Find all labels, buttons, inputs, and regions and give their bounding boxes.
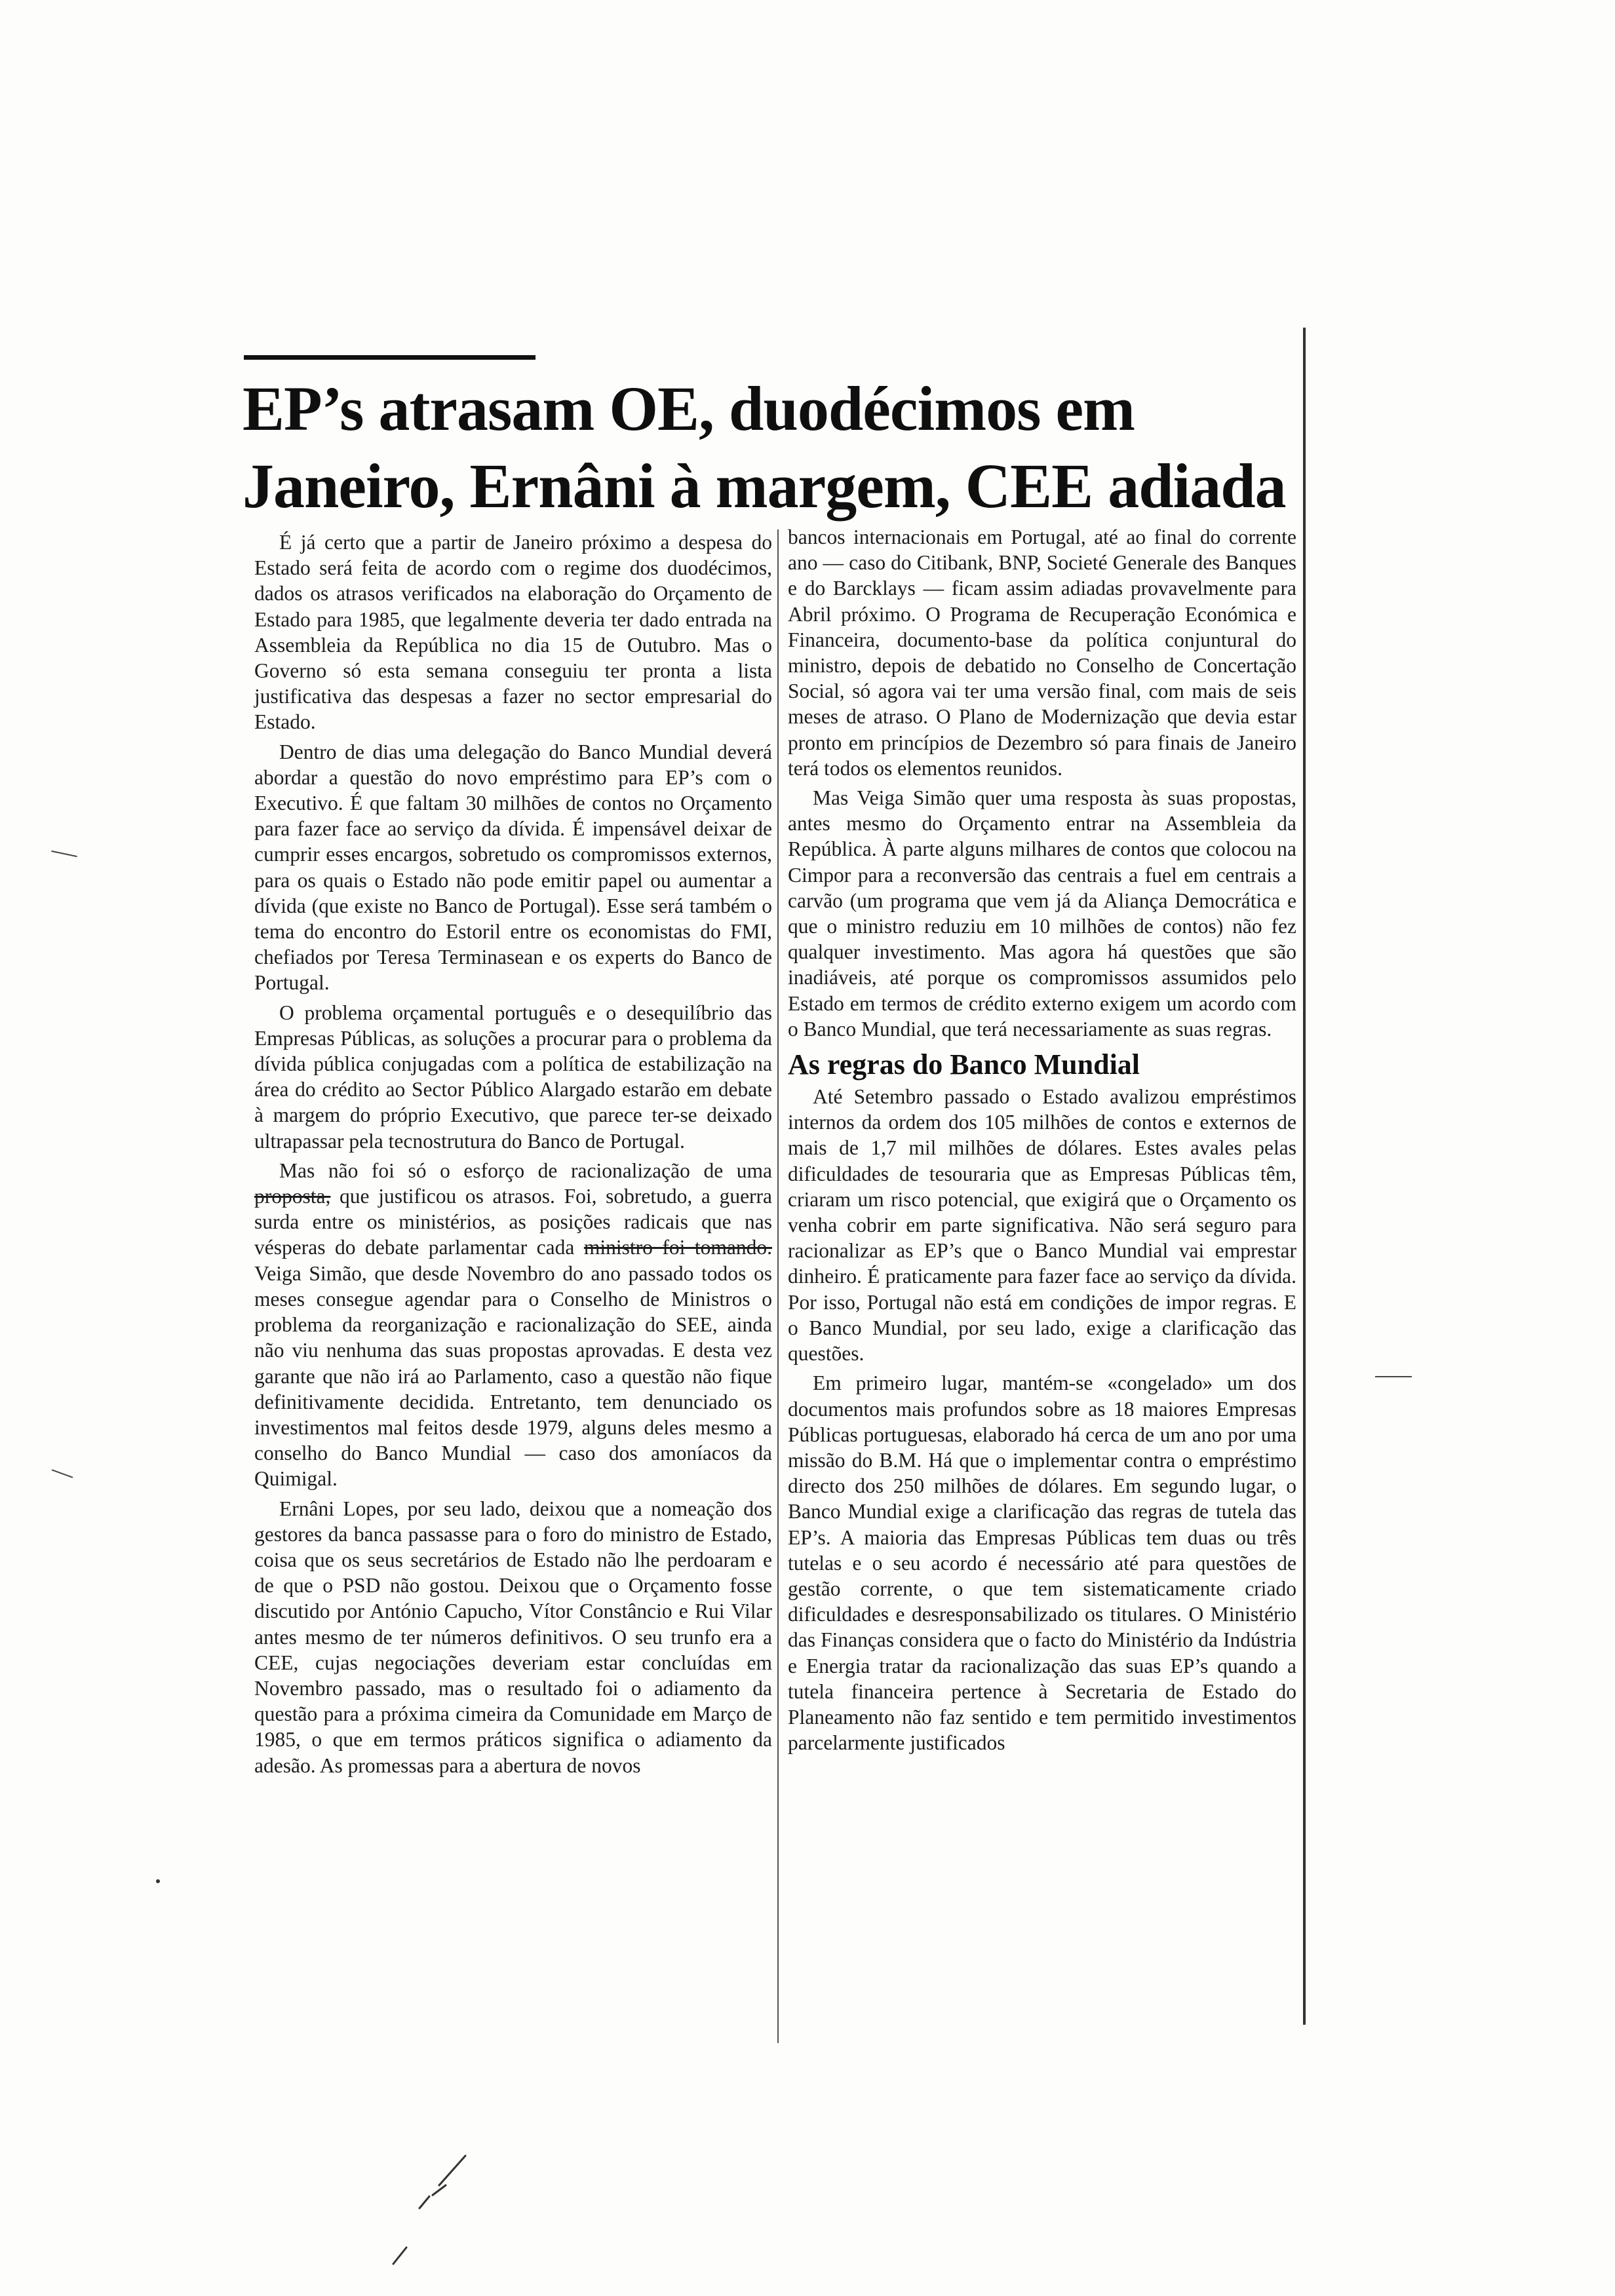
struck-word-proposta: proposta, [254, 1185, 331, 1208]
left-paragraph-1: É já certo que a partir de Janeiro próximo a despesa do Estado será feita de acordo com o regime dos duodécimos, dados os atrasos verificados na elaboração do Orçamento de Estado para 1985, que legalmente deveria ter dado entrada na Assembleia da República no dia 15 de Outubro. Mas o Governo só esta semana conseguiu ter pronta a lista justificativa das despesas a fazer no sector empresarial do Estado. [254, 531, 772, 734]
right-paragraph-3: Até Setembro passado o Estado avalizou empréstimos internos da ordem dos 105 milhões de contos e externos de mais de 1,7 mil milhões de dólares. Estes avales pelas dificuldades de tesouraria que as Empresas Públicas têm, criaram um risco potencial, que exigirá que o Orçamento os venha cobrir em parte significativa. Não será seguro para racionalizar as EP’s que o Banco Mundial vai emprestar dinheiro. É praticamente para fazer face ao serviço da dívida. Por isso, Portugal não está em condições de impor regras. E o Banco Mundial, por seu lado, exige a clarificação das questões. [788, 1085, 1296, 1366]
headline-top-rule [244, 355, 535, 360]
headline-line-1: EP’s atrasam OE, duodécimos em [243, 373, 1135, 444]
scan-scribble [367, 2149, 511, 2280]
left-paragraph-2: Dentro de dias uma delegação do Banco Mundial deverá abordar a questão do novo empréstimo para EP’s com o Executivo. É que faltam 30 milhões de contos no Orçamento para fazer face ao serviço da dívida. É impensável deixar de cumprir esses encargos, sobretudo os compromissos externos, para os quais o Estado não pode emitir papel ou aumentar a dívida (que existe no Banco de Portugal). Esse será também o tema do encontro do Estoril entre os economistas do FMI, chefiados por Teresa Terminasean e os experts do Banco de Portugal. [254, 740, 772, 995]
scan-dot [156, 1879, 160, 1883]
margin-mark-left [51, 851, 77, 857]
margin-mark-left-2 [52, 1469, 73, 1478]
right-paragraph-4: Em primeiro lugar, mantém-se «congelado» um dos documentos mais profundos sobre as 18 maiores Empresas Públicas portuguesas, elaborado há cerca de um ano por uma missão do B.M. Há que o implementar contra o empréstimo directo dos 250 milhões de dólares. Em segundo lugar, o Banco Mundial exige a clarificação das regras de tutela das EP’s. A maioria das Empresas Públicas tem duas ou três tutelas e o seu acordo é necessário até para questões de gestão corrente, o que tem sistematicamente criado dificuldades e desresponsabilizado os titulares. O Ministério das Finanças considera que o facto do Ministério da Indústria e Energia tratar da racionalização das suas EP’s quando a tutela financeira pertence à Secretaria de Estado do Planeamento não faz sentido e tem permitido investimentos parcelarmente justificados [788, 1371, 1296, 1755]
left-paragraph-4-start: Mas não foi só o esforço de racionalização de uma [279, 1158, 772, 1182]
right-paragraph-1: bancos internacionais em Portugal, até ao final do corrente ano — caso do Citibank, BNP, Societé Generale des Banques e do Barcklays — ficam assim adiadas provavelmente para Abril próximo. O Programa de Recuperação Económica e Financeira, documento-base da política conjuntural do ministro, depois de debatido no Conselho de Concertação Social, só agora vai ter uma versão final, com mais de seis meses de atraso. O Plano de Modernização que devia estar pronto em princípios de Dezembro só para finais de Janeiro terá todos os elementos reunidos. [788, 526, 1296, 780]
left-paragraph-4-end: Veiga Simão, que desde Novembro do ano passado todos os meses consegue agendar para o Conselho de Ministros o problema da reorganização e racionalização do SEE, ainda não viu nenhuma das suas propostas aprovadas. E desta vez garante que não irá ao Parlamento, caso a questão não fique definitivamente decidida. Entretanto, tem denunciado os investimentos mal feitos desde 1979, alguns deles mesmo a conselho do Banco Mundial — caso dos amoníacos da Quimigal. [254, 1261, 772, 1491]
left-paragraph-5: Ernâni Lopes, por seu lado, deixou que a nomeação dos gestores da banca passasse para o foro do ministro de Estado, coisa que os seus secretários de Estado não lhe perdoaram e de que o PSD não gostou. Deixou que o Orçamento fosse discutido por António Capucho, Vítor Constâncio e Rui Vilar antes mesmo de ter números definitivos. O seu trunfo era a CEE, cujas negociações deveriam estar concluídas em Novembro passado, mas o resultado foi o adiamento da questão para a próxima cimeira da Comunidade em Março de 1985, o que em termos práticos significa o adiamento da adesão. As promessas para a abertura de novos [254, 1497, 772, 1777]
subheading-banco-mundial: As regras do Banco Mundial [788, 1048, 1140, 1081]
headline-line-2: Janeiro, Ernâni à margem, CEE adiada [243, 451, 1286, 521]
left-paragraph-4-middle: que justificou os atrasos. Foi, sobretudo, a guerra surda entre os ministérios, as posições radicais que nas vésperas do debate parlamentar cada [254, 1185, 773, 1259]
article-headline [243, 370, 1317, 525]
left-column [254, 529, 772, 1782]
left-paragraph-4 [254, 1158, 772, 1492]
right-column [788, 524, 1296, 1759]
column-separator [777, 529, 779, 2043]
right-paragraph-2: Mas Veiga Simão quer uma resposta às suas propostas, antes mesmo do Orçamento entrar na Assembleia da República. À parte alguns milhares de contos que colocou na Cimpor para a reconversão das centrais a fuel em centrais a carvão (um programa que vem já da Aliança Democrática e que o ministro reduziu em 10 milhões de contos) não fez qualquer investimento. Mas agora há questões que são inadiáveis, até porque os compromissos assumidos pelo Estado em termos de crédito externo exigem um acordo com o Banco Mundial, que terá necessariamente as suas regras. [788, 786, 1296, 1041]
margin-mark-right [1375, 1376, 1412, 1377]
article-right-border [1303, 328, 1306, 2025]
struck-word-ministro: ministro foi tomando. [583, 1236, 773, 1259]
left-paragraph-3: O problema orçamental português e o desequilíbrio das Empresas Públicas, as soluções a procurar para o problema da dívida pública conjugadas com a política de estabilização na área do crédito ao Sector Público Alargado estarão em debate à margem do próprio Executivo, que parece ter-se deixado ultrapassar pela tecnostrutura do Banco de Portugal. [254, 1001, 772, 1153]
